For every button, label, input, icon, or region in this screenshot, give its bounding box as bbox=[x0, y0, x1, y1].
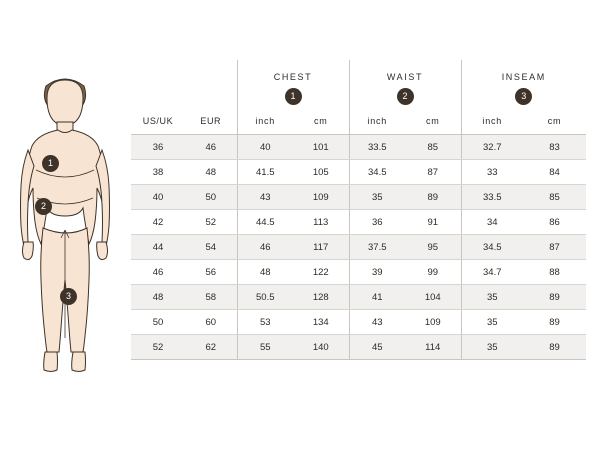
table-row bbox=[131, 185, 586, 210]
table-row bbox=[131, 335, 586, 360]
column-header-row bbox=[131, 108, 586, 135]
cell-chest-cm: 109 bbox=[293, 185, 349, 210]
cell-inseam-cm: 89 bbox=[523, 285, 586, 310]
table-body bbox=[131, 135, 586, 360]
cell-inseam-inch: 33 bbox=[461, 160, 523, 185]
cell-chest-cm: 140 bbox=[293, 335, 349, 360]
table-row bbox=[131, 160, 586, 185]
cell-chest-cm: 117 bbox=[293, 235, 349, 260]
size-table bbox=[131, 60, 586, 360]
cell-usuk: 48 bbox=[131, 285, 185, 310]
cell-eur: 52 bbox=[185, 210, 237, 235]
cell-inseam-inch: 33.5 bbox=[461, 185, 523, 210]
cell-waist-cm: 89 bbox=[405, 185, 461, 210]
cell-chest-cm: 134 bbox=[293, 310, 349, 335]
table-row bbox=[131, 235, 586, 260]
cell-usuk: 44 bbox=[131, 235, 185, 260]
cell-waist-cm: 104 bbox=[405, 285, 461, 310]
cell-waist-inch: 34.5 bbox=[349, 160, 405, 185]
inseam-badge-cell bbox=[461, 84, 586, 108]
waist-badge-cell bbox=[349, 84, 461, 108]
cell-waist-inch: 43 bbox=[349, 310, 405, 335]
cell-chest-cm: 122 bbox=[293, 260, 349, 285]
table-row bbox=[131, 135, 586, 160]
cell-waist-inch: 39 bbox=[349, 260, 405, 285]
cell-chest-cm: 113 bbox=[293, 210, 349, 235]
inseam-badge: 3 bbox=[515, 88, 532, 105]
chest-badge: 1 bbox=[285, 88, 302, 105]
cell-inseam-cm: 89 bbox=[523, 310, 586, 335]
group-chest: CHEST bbox=[237, 60, 349, 84]
cell-chest-inch: 50.5 bbox=[237, 285, 293, 310]
cell-inseam-cm: 89 bbox=[523, 335, 586, 360]
group-inseam: INSEAM bbox=[461, 60, 586, 84]
cell-eur: 48 bbox=[185, 160, 237, 185]
cell-waist-inch: 35 bbox=[349, 185, 405, 210]
cell-chest-inch: 48 bbox=[237, 260, 293, 285]
cell-eur: 54 bbox=[185, 235, 237, 260]
table-row bbox=[131, 285, 586, 310]
cell-inseam-cm: 87 bbox=[523, 235, 586, 260]
cell-chest-inch: 41.5 bbox=[237, 160, 293, 185]
group-blank bbox=[131, 60, 237, 84]
cell-inseam-inch: 34.5 bbox=[461, 235, 523, 260]
header-usuk: US/UK bbox=[131, 108, 185, 135]
cell-eur: 58 bbox=[185, 285, 237, 310]
cell-usuk: 50 bbox=[131, 310, 185, 335]
figure-panel bbox=[0, 0, 130, 450]
chest-marker: 1 bbox=[42, 155, 59, 172]
cell-usuk: 46 bbox=[131, 260, 185, 285]
cell-chest-cm: 101 bbox=[293, 135, 349, 160]
group-header-row bbox=[131, 60, 586, 84]
cell-chest-inch: 40 bbox=[237, 135, 293, 160]
header-inseam-cm: cm bbox=[523, 108, 586, 135]
cell-waist-cm: 95 bbox=[405, 235, 461, 260]
cell-inseam-cm: 85 bbox=[523, 185, 586, 210]
cell-usuk: 40 bbox=[131, 185, 185, 210]
cell-inseam-cm: 86 bbox=[523, 210, 586, 235]
cell-usuk: 52 bbox=[131, 335, 185, 360]
cell-usuk: 38 bbox=[131, 160, 185, 185]
cell-waist-cm: 85 bbox=[405, 135, 461, 160]
cell-eur: 56 bbox=[185, 260, 237, 285]
cell-inseam-inch: 35 bbox=[461, 335, 523, 360]
cell-chest-inch: 43 bbox=[237, 185, 293, 210]
cell-inseam-cm: 83 bbox=[523, 135, 586, 160]
cell-waist-inch: 36 bbox=[349, 210, 405, 235]
cell-chest-inch: 55 bbox=[237, 335, 293, 360]
cell-inseam-inch: 35 bbox=[461, 285, 523, 310]
cell-waist-cm: 91 bbox=[405, 210, 461, 235]
table-row bbox=[131, 260, 586, 285]
cell-waist-inch: 41 bbox=[349, 285, 405, 310]
table-row bbox=[131, 210, 586, 235]
cell-eur: 60 bbox=[185, 310, 237, 335]
cell-eur: 46 bbox=[185, 135, 237, 160]
cell-inseam-inch: 32.7 bbox=[461, 135, 523, 160]
waist-marker: 2 bbox=[35, 198, 52, 215]
header-inseam-inch: inch bbox=[461, 108, 523, 135]
badge-row bbox=[131, 84, 586, 108]
cell-waist-cm: 114 bbox=[405, 335, 461, 360]
size-chart-table bbox=[131, 60, 586, 360]
cell-inseam-inch: 35 bbox=[461, 310, 523, 335]
cell-inseam-inch: 34 bbox=[461, 210, 523, 235]
cell-inseam-cm: 84 bbox=[523, 160, 586, 185]
cell-usuk: 36 bbox=[131, 135, 185, 160]
cell-eur: 62 bbox=[185, 335, 237, 360]
header-eur: EUR bbox=[185, 108, 237, 135]
header-waist-inch: inch bbox=[349, 108, 405, 135]
chest-badge-cell bbox=[237, 84, 349, 108]
cell-chest-cm: 105 bbox=[293, 160, 349, 185]
cell-waist-inch: 45 bbox=[349, 335, 405, 360]
table-row bbox=[131, 310, 586, 335]
header-chest-inch: inch bbox=[237, 108, 293, 135]
cell-waist-cm: 99 bbox=[405, 260, 461, 285]
cell-waist-cm: 87 bbox=[405, 160, 461, 185]
waist-badge: 2 bbox=[397, 88, 414, 105]
cell-waist-inch: 37.5 bbox=[349, 235, 405, 260]
header-waist-cm: cm bbox=[405, 108, 461, 135]
cell-inseam-cm: 88 bbox=[523, 260, 586, 285]
cell-inseam-inch: 34.7 bbox=[461, 260, 523, 285]
badge-blank bbox=[131, 84, 237, 108]
header-chest-cm: cm bbox=[293, 108, 349, 135]
cell-waist-inch: 33.5 bbox=[349, 135, 405, 160]
cell-waist-cm: 109 bbox=[405, 310, 461, 335]
group-waist: WAIST bbox=[349, 60, 461, 84]
cell-chest-inch: 44.5 bbox=[237, 210, 293, 235]
cell-usuk: 42 bbox=[131, 210, 185, 235]
cell-chest-inch: 53 bbox=[237, 310, 293, 335]
cell-chest-inch: 46 bbox=[237, 235, 293, 260]
body-illustration bbox=[6, 70, 124, 390]
cell-chest-cm: 128 bbox=[293, 285, 349, 310]
inseam-marker: 3 bbox=[60, 288, 77, 305]
cell-eur: 50 bbox=[185, 185, 237, 210]
